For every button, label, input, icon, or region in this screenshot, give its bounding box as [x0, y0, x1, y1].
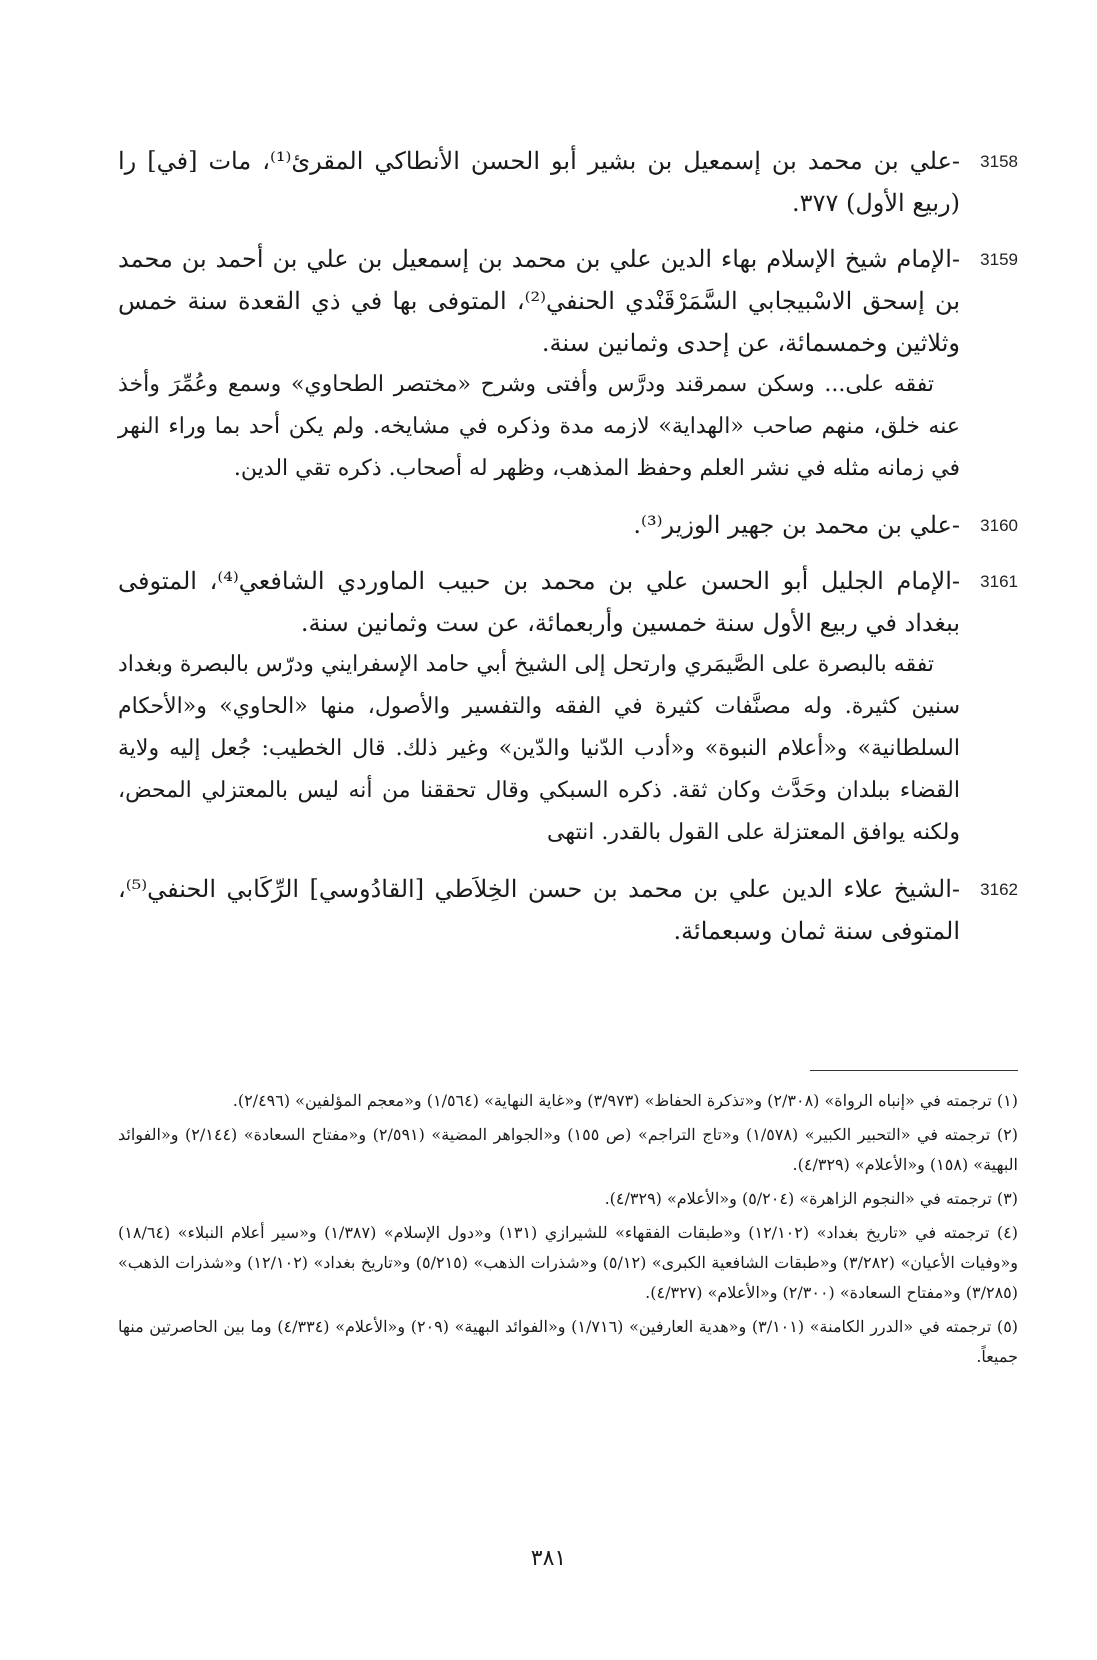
- entry-heading: -علي بن محمد بن جهير الوزير⁽³⁾.: [633, 511, 960, 539]
- entry-3161: [118, 560, 1018, 854]
- entry-body: تفقه بالبصرة على الصَّيمَري وارتحل إلى الشيخ أبي حامد الإسفرايني ودرّس بالبصرة وبغداد سنين كثيرة. وله مصنَّفات كثيرة في الفقه والتفسير والأصول، منها «الحاوي» و«الأحكام السلطانية» و«أعلام النبوة» و«أدب الدّنيا والدّين» وغير ذلك. قال الخطيب: جُعل إليه ولاية القضاء ببلدان وحَدَّث وكان ثقة. ذكره السبكي وقال تحققنا من أنه ليس بالمعتزلي المحض، ولكنه يوافق المعتزلة على القول بالقدر. انتهى: [118, 652, 960, 845]
- entry-3158: [118, 140, 1018, 224]
- footnote-1: (١) ترجمته في «إنباه الرواة» (٢/٣٠٨) و«تذكرة الحفاظ» (٣/٩٧٣) و«غاية النهاية» (١/٥٦٤) و«معجم المؤلفين» (٢/٤٩٦).: [232, 1091, 1018, 1110]
- entry-3159: [118, 238, 1018, 490]
- footnote-4: (٤) ترجمته في «تاريخ بغداد» (١٢/١٠٢) و«طبقات الفقهاء» للشيرازي (١٣١) و«دول الإسلام» (١/٣٨٧) و«سير أعلام النبلاء» (١٨/٦٤) و«وفيات الأعيان» (٣/٢٨٢) و«طبقات الشافعية الكبرى» (٥/١٢) و«شذرات الذهب» (٥/٢١٥) و«تاريخ بغداد» (١٢/١٠٢) و«شذرات الذهب» (٣/٢٨٥) و«مفتاح السعادة» (٢/٣٠٠) و«الأعلام» (٤/٣٢٧).: [118, 1223, 1018, 1302]
- footnote-3: (٣) ترجمته في «النجوم الزاهرة» (٥/٢٠٤) و«الأعلام» (٤/٣٢٩).: [604, 1189, 1018, 1208]
- entry-heading: -الإمام الجليل أبو الحسن علي بن محمد بن حبيب الماوردي الشافعي⁽⁴⁾، المتوفى ببغداد في ربيع الأول سنة خمسين وأربعمائة، عن ست وثمانين سنة.: [118, 567, 960, 637]
- footnote-2: (٢) ترجمته في «التحبير الكبير» (١/٥٧٨) و«تاج التراجم» (ص ١٥٥) و«الجواهر المضية» (٢/٥٩١) و«مفتاح السعادة» (٢/١٤٤) و«الفوائد البهية» (١٥٨) و«الأعلام» (٤/٣٢٩).: [118, 1125, 1019, 1174]
- entry-number: 3158: [980, 152, 1018, 171]
- entry-heading: -الإمام شيخ الإسلام بهاء الدين علي بن محمد بن إسمعيل بن علي بن أحمد بن محمد بن إسحق الاسْبيجابي السَّمَرْقَنْدي الحنفي⁽²⁾، المتوفى بها في ذي القعدة سنة خمس وثلاثين وخمسمائة، عن إحدى وثمانين سنة.: [118, 245, 961, 357]
- entry-heading: -الشيخ علاء الدين علي بن محمد بن حسن الخِلاَطي [القادُوسي] الرِّكَابي الحنفي⁽⁵⁾، المتوفى سنة ثمان وسبعمائة.: [118, 875, 960, 945]
- entry-heading: -علي بن محمد بن إسمعيل بن بشير أبو الحسن الأنطاكي المقرئ⁽¹⁾، مات [في] را (ربيع الأول) ٣٧٧.: [118, 147, 961, 217]
- entry-body: تفقه على... وسكن سمرقند ودرَّس وأفتى وشرح «مختصر الطحاوي» وسمع وعُمِّرَ وأخذ عنه خلق، منهم صاحب «الهداية» لازمه مدة وذكره في مشايخه. ولم يكن أحد بما وراء النهر في زمانه مثله في نشر العلم وحفظ المذهب، وظهر له أصحاب. ذكره تقي الدين.: [118, 372, 960, 481]
- footnote-separator: [810, 1070, 1018, 1071]
- entry-number: 3159: [980, 250, 1018, 269]
- footnote-5: (٥) ترجمته في «الدرر الكامنة» (٣/١٠١) و«هدية العارفين» (١/٧١٦) و«الفوائد البهية» (٢٠٩) و«الأعلام» (٤/٣٣٤) وما بين الحاصرتين منها جميعاً.: [118, 1317, 1019, 1366]
- entry-3162: [118, 868, 1018, 952]
- entry-3160: [118, 504, 1018, 546]
- entry-number: 3161: [980, 572, 1018, 591]
- main-text: [118, 140, 1018, 966]
- entry-number: 3162: [980, 880, 1018, 899]
- entry-number: 3160: [980, 516, 1018, 535]
- footnotes: [118, 1086, 1018, 1376]
- page-number: ٣٨١: [530, 1546, 567, 1571]
